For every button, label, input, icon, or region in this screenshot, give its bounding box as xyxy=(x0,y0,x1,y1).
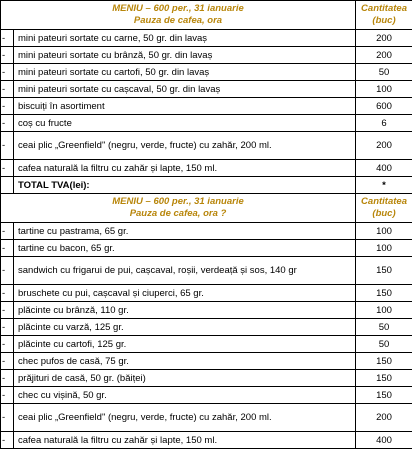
row-dash: - xyxy=(1,404,14,432)
row-dash: - xyxy=(1,223,14,240)
item-qty: 6 xyxy=(356,115,412,132)
item-qty: 200 xyxy=(356,47,412,64)
table-row xyxy=(1,81,412,98)
row-dash: - xyxy=(1,302,14,319)
item-name: mini pateuri sortate cu carne, 50 gr. din lavaș xyxy=(14,30,356,47)
row-dash: - xyxy=(1,319,14,336)
item-qty: 50 xyxy=(356,319,412,336)
table-row xyxy=(1,285,412,302)
item-name: chec pufos de casă, 75 gr. xyxy=(14,353,356,370)
item-name: coș cu fructe xyxy=(14,115,356,132)
menu1-qty-header xyxy=(356,1,412,30)
table-row xyxy=(1,387,412,404)
item-name: bruschete cu pui, cașcaval și ciuperci, 65 gr. xyxy=(14,285,356,302)
row-dash: - xyxy=(1,336,14,353)
row-dash: - xyxy=(1,98,14,115)
menu2-qty-header xyxy=(356,194,412,223)
menu1-title-line2: Pauza de cafea, ora xyxy=(133,15,223,26)
row-dash: - xyxy=(1,387,14,404)
table-row xyxy=(1,302,412,319)
menu-table-body xyxy=(1,1,412,449)
table-row xyxy=(1,223,412,240)
table-row xyxy=(1,257,412,285)
item-qty: 150 xyxy=(356,353,412,370)
item-name: prăjituri de casă, 50 gr. (băiței) xyxy=(14,370,356,387)
item-qty: 50 xyxy=(356,336,412,353)
item-qty: 600 xyxy=(356,98,412,115)
table-row xyxy=(1,240,412,257)
row-dash: - xyxy=(1,370,14,387)
item-qty: 400 xyxy=(356,432,412,449)
item-name: mini pateuri sortate cu cartofi, 50 gr. din lavaș xyxy=(14,64,356,81)
item-name: plăcinte cu varză, 125 gr. xyxy=(14,319,356,336)
row-dash: - xyxy=(1,132,14,160)
total-value: * xyxy=(356,177,412,194)
table-row xyxy=(1,115,412,132)
menu2-qty-header-line1: Cantitatea xyxy=(361,196,407,207)
row-dash: - xyxy=(1,64,14,81)
table-row xyxy=(1,64,412,81)
item-qty: 100 xyxy=(356,81,412,98)
item-qty: 150 xyxy=(356,370,412,387)
row-dash: - xyxy=(1,30,14,47)
row-dash: - xyxy=(1,81,14,98)
item-name: chec cu vișină, 50 gr. xyxy=(14,387,356,404)
item-qty: 100 xyxy=(356,302,412,319)
item-qty: 100 xyxy=(356,223,412,240)
menu1-qty-header-line1: Cantitatea xyxy=(361,3,407,14)
table-row xyxy=(1,98,412,115)
table-row xyxy=(1,432,412,449)
item-qty: 200 xyxy=(356,404,412,432)
menu1-title xyxy=(1,1,356,30)
row-dash: - xyxy=(1,432,14,449)
row-dash: - xyxy=(1,257,14,285)
menu1-qty-header-line2: (buc) xyxy=(372,15,396,26)
item-name: ceai plic „Greenfield" (negru, verde, fructe) cu zahăr, 200 ml. xyxy=(14,132,356,160)
row-dash: - xyxy=(1,115,14,132)
menu2-title-line2: Pauza de cafea, ora ? xyxy=(129,208,227,219)
item-name: plăcinte cu brânză, 110 gr. xyxy=(14,302,356,319)
item-name: tartine cu bacon, 65 gr. xyxy=(14,240,356,257)
menu2-qty-header-line2: (buc) xyxy=(372,208,396,219)
total-label: TOTAL TVA(lei): xyxy=(14,177,356,194)
item-qty: 400 xyxy=(356,160,412,177)
item-name: plăcinte cu cartofi, 125 gr. xyxy=(14,336,356,353)
row-dash: - xyxy=(1,160,14,177)
table-row xyxy=(1,30,412,47)
menu1-header-row xyxy=(1,1,412,30)
table-row xyxy=(1,47,412,64)
row-dash: - xyxy=(1,47,14,64)
table-row xyxy=(1,404,412,432)
item-name: mini pateuri sortate cu brânză, 50 gr. din lavaș xyxy=(14,47,356,64)
menu1-title-line1: MENIU – 600 per., 31 ianuarie xyxy=(112,3,244,14)
row-dash: - xyxy=(1,353,14,370)
item-qty: 150 xyxy=(356,387,412,404)
menu2-title-line1: MENIU – 600 per., 31 ianuarie xyxy=(112,196,244,207)
total-dash xyxy=(1,177,14,194)
item-name: sandwich cu frigarui de pui, cașcaval, roșii, verdeață și sos, 140 gr xyxy=(14,257,356,285)
row-dash: - xyxy=(1,285,14,302)
item-qty: 150 xyxy=(356,257,412,285)
table-row xyxy=(1,370,412,387)
item-qty: 100 xyxy=(356,240,412,257)
item-qty: 200 xyxy=(356,132,412,160)
item-name: cafea naturală la filtru cu zahăr și lapte, 150 ml. xyxy=(14,160,356,177)
menu2-header-row xyxy=(1,194,412,223)
table-row xyxy=(1,336,412,353)
menu2-title xyxy=(1,194,356,223)
row-dash: - xyxy=(1,240,14,257)
item-name: tartine cu pastrama, 65 gr. xyxy=(14,223,356,240)
item-name: biscuiți în asortiment xyxy=(14,98,356,115)
table-row xyxy=(1,160,412,177)
item-qty: 150 xyxy=(356,285,412,302)
table-row xyxy=(1,319,412,336)
item-name: ceai plic „Greenfield" (negru, verde, fructe) cu zahăr, 200 ml. xyxy=(14,404,356,432)
item-qty: 200 xyxy=(356,30,412,47)
total-row xyxy=(1,177,412,194)
item-qty: 50 xyxy=(356,64,412,81)
item-name: mini pateuri sortate cu cașcaval, 50 gr. din lavaș xyxy=(14,81,356,98)
item-name: cafea naturală la filtru cu zahăr și lapte, 150 ml. xyxy=(14,432,356,449)
table-row xyxy=(1,353,412,370)
table-row xyxy=(1,132,412,160)
